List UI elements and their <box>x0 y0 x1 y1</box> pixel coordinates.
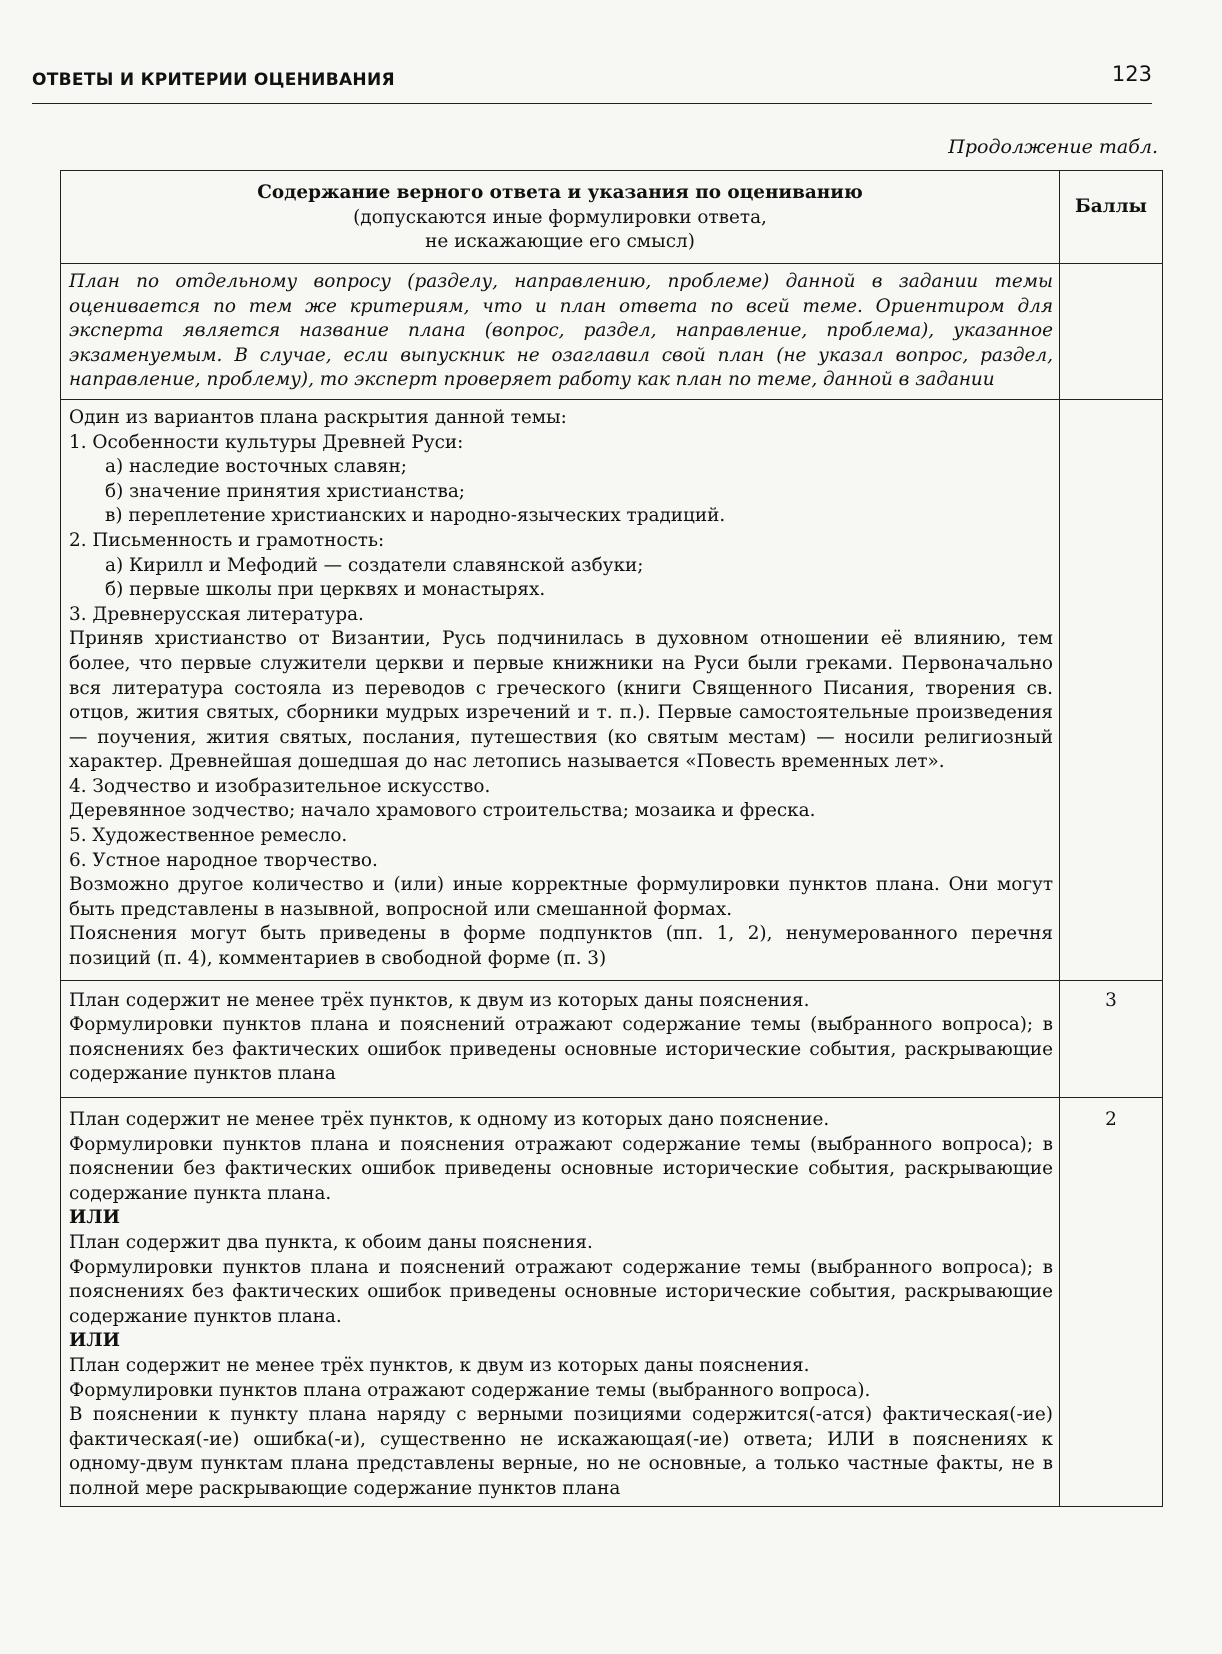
plan-subitem-1b: б) значение принятия христианства; <box>105 480 466 502</box>
or-separator: ИЛИ <box>69 1207 121 1229</box>
plan-item-2: 2. Письменность и грамотность: <box>69 529 385 551</box>
table-row <box>61 399 1163 980</box>
score-value: 2 <box>1060 1098 1163 1507</box>
table-row <box>61 264 1163 400</box>
sample-plan-cell <box>61 399 1060 980</box>
plan-item-4-text: Деревянное зодчество; начало храмового строительства; мозаика и фреска. <box>69 800 816 822</box>
content-header-note-2: не искажающие его смысл) <box>425 231 695 253</box>
criteria-2-cell <box>61 1098 1060 1507</box>
plan-item-3: 3. Древнерусская литература. <box>69 603 364 625</box>
plan-item-5: 5. Художественное ремесло. <box>69 825 348 847</box>
criteria-2-a-line-1: План содержит не менее трёх пунктов, к одному из которых дано пояснение. <box>69 1109 830 1130</box>
score-value: 3 <box>1060 980 1163 1097</box>
criteria-3-line-1: План содержит не менее трёх пунктов, к двум из которых даны пояснения. <box>69 989 810 1011</box>
or-separator: ИЛИ <box>69 1330 121 1352</box>
table-row <box>61 980 1163 1097</box>
plan-subitem-1a: а) наследие восточных славян; <box>105 456 407 478</box>
content-header-note-1: (допускаются иные формулировки ответа, <box>353 206 767 228</box>
score-column-header: Баллы <box>1060 171 1163 264</box>
criteria-table <box>60 170 1163 1507</box>
plan-subitem-1c: в) переплетение христианских и народно-языческих традиций. <box>105 505 726 527</box>
plan-item-1: 1. Особенности культуры Древней Руси: <box>69 431 464 453</box>
criteria-3-cell <box>61 980 1060 1097</box>
content-header-title: Содержание верного ответа и указания по оцениванию <box>257 182 863 203</box>
plan-item-3-text: Приняв христианство от Византии, Русь подчинилась в духовном отношении её влиянию, тем более, что первые служители церкви и первые книжники на Руси были греками. Первоначально вся литература состояла из переводов с греческого (книги Священного Писания, творения св. отцов, жития святых, сборники мудрых изречений и т. п.). Первые самостоятельные произведения — поучения, жития святых, послания, путешествия (ко святым местам) — носили религиозный характер. Древнейшая дошедшая до нас летопись называется «Повесть временных лет». <box>69 628 1053 773</box>
score-cell-empty <box>1060 399 1163 980</box>
running-title: ОТВЕТЫ И КРИТЕРИИ ОЦЕНИВАНИЯ <box>32 70 395 90</box>
plan-outro-2: Пояснения могут быть приведены в форме подпунктов (пп. 1, 2), ненумерованного перечня позиций (п. 4), комментариев в свободной форме (п. 3) <box>69 923 1053 970</box>
plan-item-6: 6. Устное народное творчество. <box>69 849 378 871</box>
content-column-header <box>61 171 1060 264</box>
criteria-2-b-line-1: План содержит два пункта, к обоим даны пояснения. <box>69 1231 593 1253</box>
criteria-3-line-2: Формулировки пунктов плана и пояснений отражают содержание темы (выбранного вопроса); в пояснениях без фактических ошибок приведены основные исторические события, раскрывающие содержание пунктов плана <box>69 1014 1053 1085</box>
table-row <box>61 1098 1163 1507</box>
plan-intro: Один из вариантов плана раскрытия данной темы: <box>69 406 567 428</box>
criteria-2-c-line-1: План содержит не менее трёх пунктов, к двум из которых даны пояснения. <box>69 1354 810 1376</box>
criteria-2-b-line-2: Формулировки пунктов плана и пояснений отражают содержание темы (выбранного вопроса); в пояснениях без фактических ошибок приведены основные исторические события, раскрывающие содержание пунктов плана. <box>69 1256 1053 1327</box>
plan-item-4: 4. Зодчество и изобразительное искусство. <box>69 775 491 797</box>
table-continuation-label: Продолжение табл. <box>948 136 1158 158</box>
plan-outro-1: Возможно другое количество и (или) иные корректные формулировки пунктов плана. Они могут быть представлены в назывной, вопросной или смешанной формах. <box>69 874 1053 920</box>
plan-subitem-2a: а) Кирилл и Мефодий — создатели славянской азбуки; <box>105 554 644 576</box>
criteria-2-c-line-2: Формулировки пунктов плана отражают содержание темы (выбранного вопроса). <box>69 1379 871 1401</box>
note-cell: План по отдельному вопросу (разделу, направлению, проблеме) данной в задании темы оценивается по тем же критериям, что и план ответа по всей теме. Ориентиром для эксперта является название плана (вопрос, раздел, направление, проблема), указанное экзаменуемым. В случае, если выпускник не озаглавил свой план (не указал вопрос, раздел, направление, проблему), то эксперт проверяет работу как план по теме, данной в задании <box>61 264 1060 400</box>
header-rule <box>32 103 1152 104</box>
score-cell-empty <box>1060 264 1163 400</box>
criteria-2-a-line-2: Формулировки пунктов плана и пояснения отражают содержание темы (выбранного вопроса); в пояснении без фактических ошибок приведены основные исторические события, раскрывающие содержание пункта плана. <box>69 1133 1053 1204</box>
table-header-row <box>61 171 1163 264</box>
page-number: 123 <box>1111 62 1152 86</box>
criteria-2-c-line-3: В пояснении к пункту плана наряду с верными позициями содержится(-атся) фактическая(-ие) фактическая(-ие) ошибка(-и), существенно не искажающая(-ие) ответа; ИЛИ в пояснениях к одному-двум пунктам плана представлены верные, но не основные, а только частные факты, не в полной мере раскрывающие содержание пунктов плана <box>69 1404 1053 1499</box>
plan-subitem-2b: б) первые школы при церквях и монастырях. <box>105 579 546 601</box>
